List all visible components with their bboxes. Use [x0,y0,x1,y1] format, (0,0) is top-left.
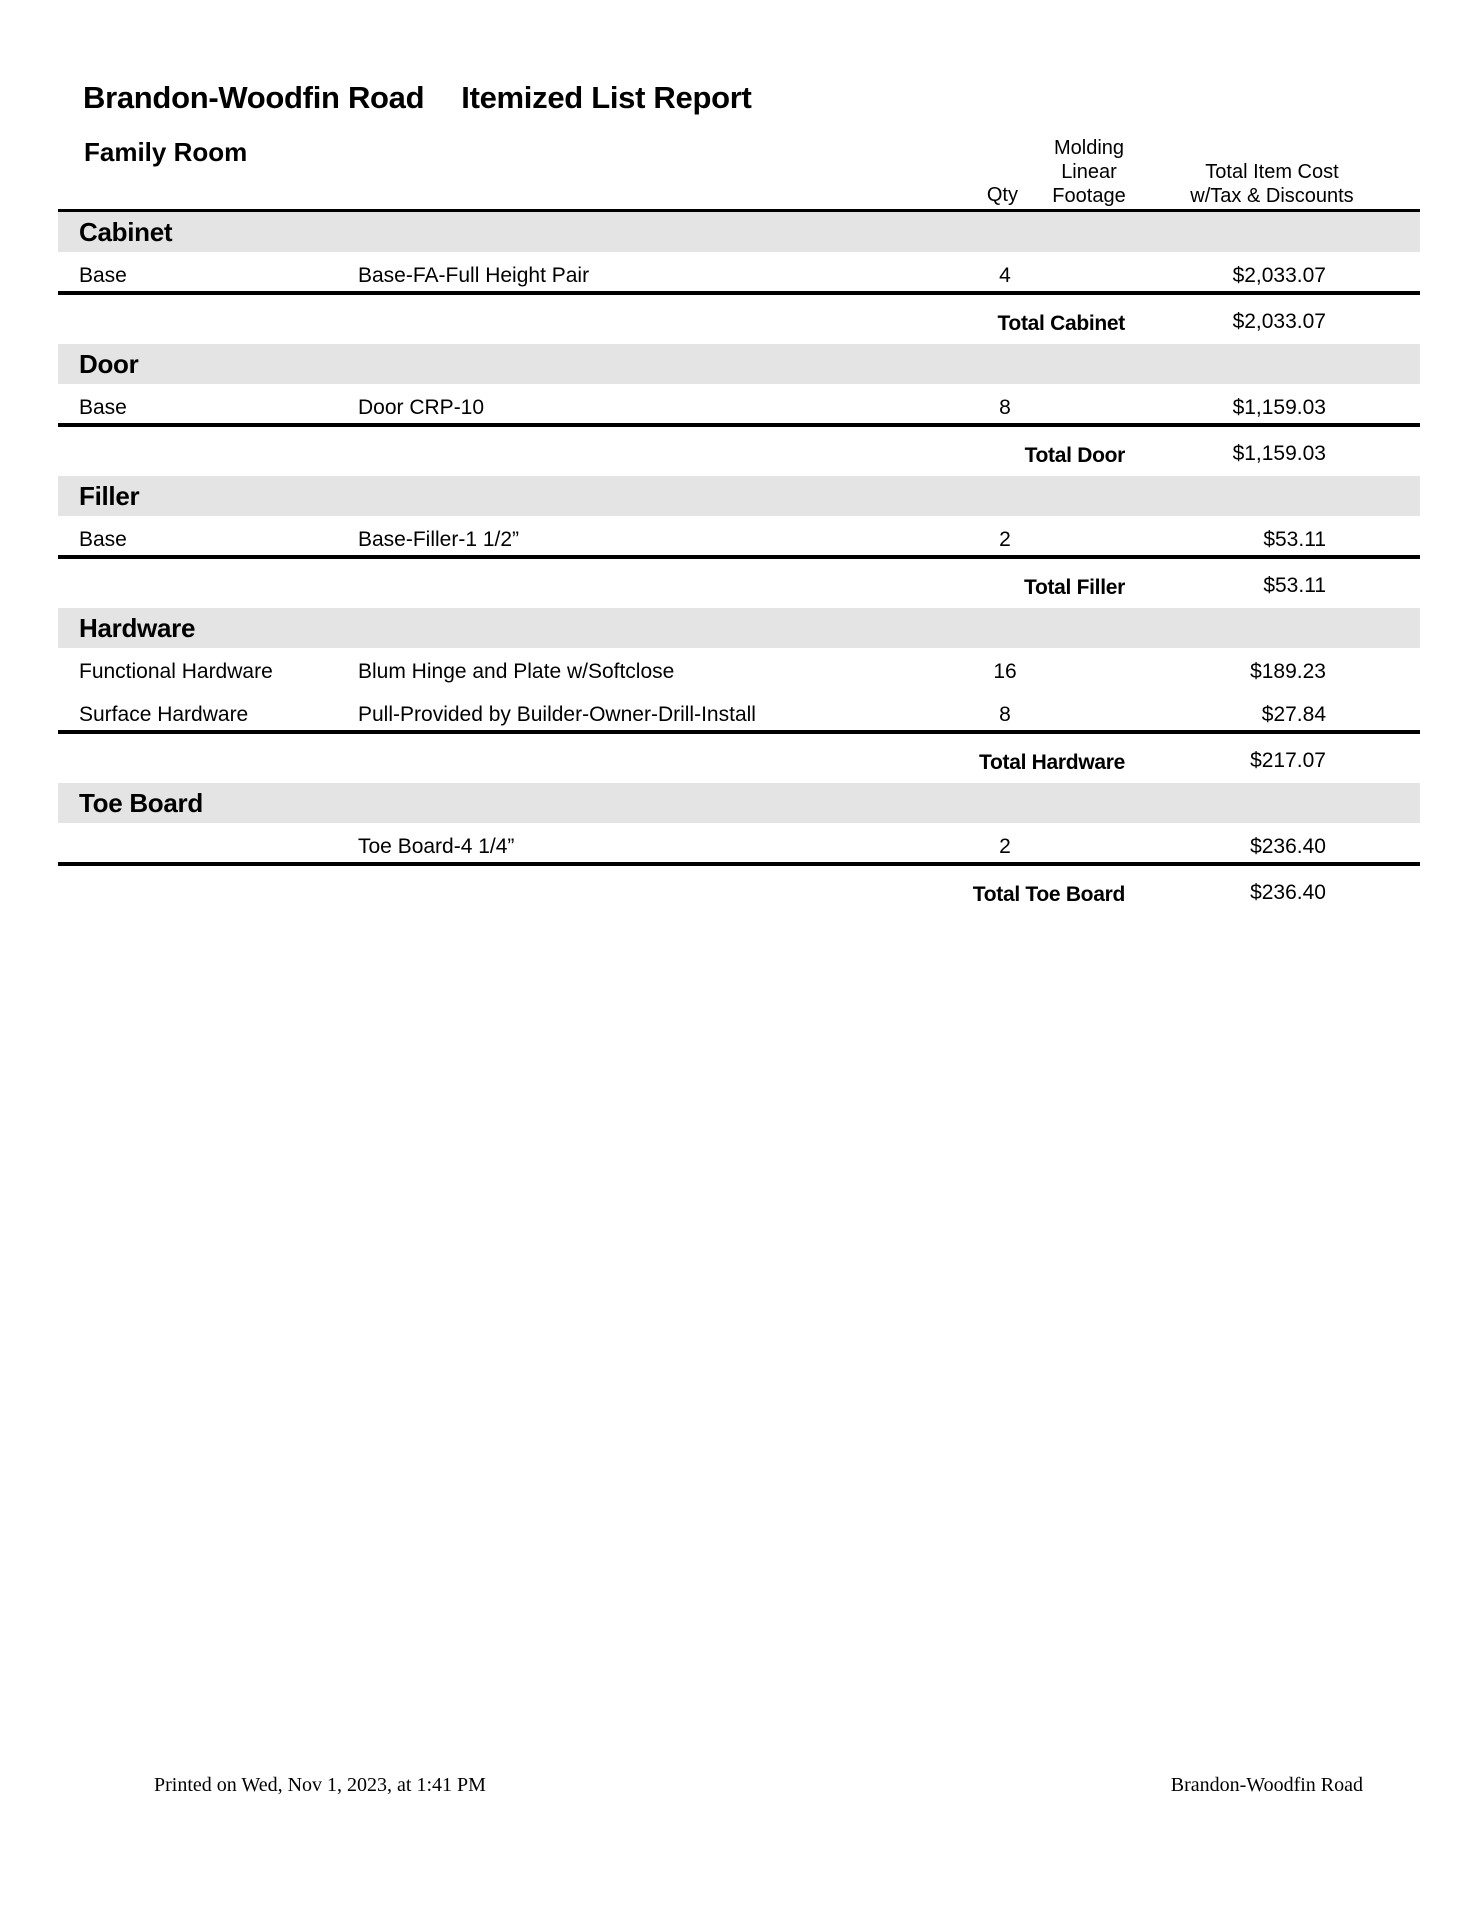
cell-qty: 2 [999,835,1011,858]
column-header-molding-line3: Footage [1052,185,1126,207]
project-name: Brandon-Woodfin Road [83,80,425,115]
cell-total-cost: $2,033.07 [1232,264,1326,287]
report-type: Itemized List Report [461,80,752,115]
table-row [58,384,1420,427]
table-row [58,648,1420,691]
table-row [58,252,1420,295]
cell-item-name: Toe Board-4 1/4” [358,835,515,858]
cell-item-name: Base-FA-Full Height Pair [358,264,590,287]
section-header-filler [58,476,1420,516]
cell-qty: 2 [999,528,1011,551]
section-title: Filler [79,480,140,511]
cell-qty: 4 [999,264,1011,287]
total-label: Total Cabinet [997,312,1125,335]
table-row [58,691,1420,734]
table-row [58,516,1420,559]
total-label: Total Filler [1023,576,1125,599]
section-total-row [58,734,1420,783]
column-header-molding-line1: Molding [1053,137,1125,159]
column-header-cost-line2: w/Tax & Discounts [1190,185,1354,207]
total-value: $217.07 [1250,749,1326,772]
cell-item-name: Pull-Provided by Builder-Owner-Drill-Install [358,703,756,726]
cell-total-cost: $27.84 [1261,703,1326,726]
cell-total-cost: $189.23 [1250,660,1326,683]
total-label: Total Door [1024,444,1125,467]
cell-total-cost: $236.40 [1250,835,1326,858]
section-title: Toe Board [79,787,203,818]
column-header-molding [1032,136,1146,208]
section-header-hardware [58,608,1420,648]
section-total-row [58,866,1420,915]
total-label: Total Hardware [979,751,1125,774]
column-header-molding-line2: Linear [1061,161,1117,183]
column-header-cost [1172,160,1372,208]
section-header-toe-board [58,783,1420,823]
itemized-table [58,209,1420,915]
table-row [58,823,1420,866]
room-title: Family Room [84,137,248,167]
document-title [83,80,752,116]
footer-printed-timestamp: Printed on Wed, Nov 1, 2023, at 1:41 PM [154,1774,486,1796]
total-value: $236.40 [1250,881,1326,904]
cell-category: Base [79,264,127,287]
cell-category: Base [79,396,127,419]
total-value: $1,159.03 [1232,442,1326,465]
cell-qty: 8 [999,396,1011,419]
cell-category: Surface Hardware [79,703,249,726]
section-total-row [58,295,1420,344]
cell-category: Base [79,528,127,551]
section-header-door [58,344,1420,384]
section-title: Hardware [79,612,196,643]
section-header-cabinet [58,212,1420,252]
footer-project-name: Brandon-Woodfin Road [1170,1774,1363,1796]
total-label: Total Toe Board [972,883,1125,906]
cell-item-name: Door CRP-10 [358,396,485,419]
section-title: Cabinet [79,216,173,247]
cell-item-name: Base-Filler-1 1/2” [358,528,520,551]
total-value: $2,033.07 [1232,310,1326,333]
total-value: $53.11 [1263,574,1326,597]
section-total-row [58,427,1420,476]
column-header-cost-line1: Total Item Cost [1205,161,1339,183]
cell-qty: 8 [999,703,1011,726]
cell-item-name: Blum Hinge and Plate w/Softclose [358,660,675,683]
cell-total-cost: $53.11 [1263,528,1326,551]
cell-qty: 16 [993,660,1017,683]
column-header-qty: Qty [986,184,1018,206]
cell-category: Functional Hardware [79,660,273,683]
section-title: Door [79,348,139,379]
cell-total-cost: $1,159.03 [1232,396,1326,419]
section-total-row [58,559,1420,608]
